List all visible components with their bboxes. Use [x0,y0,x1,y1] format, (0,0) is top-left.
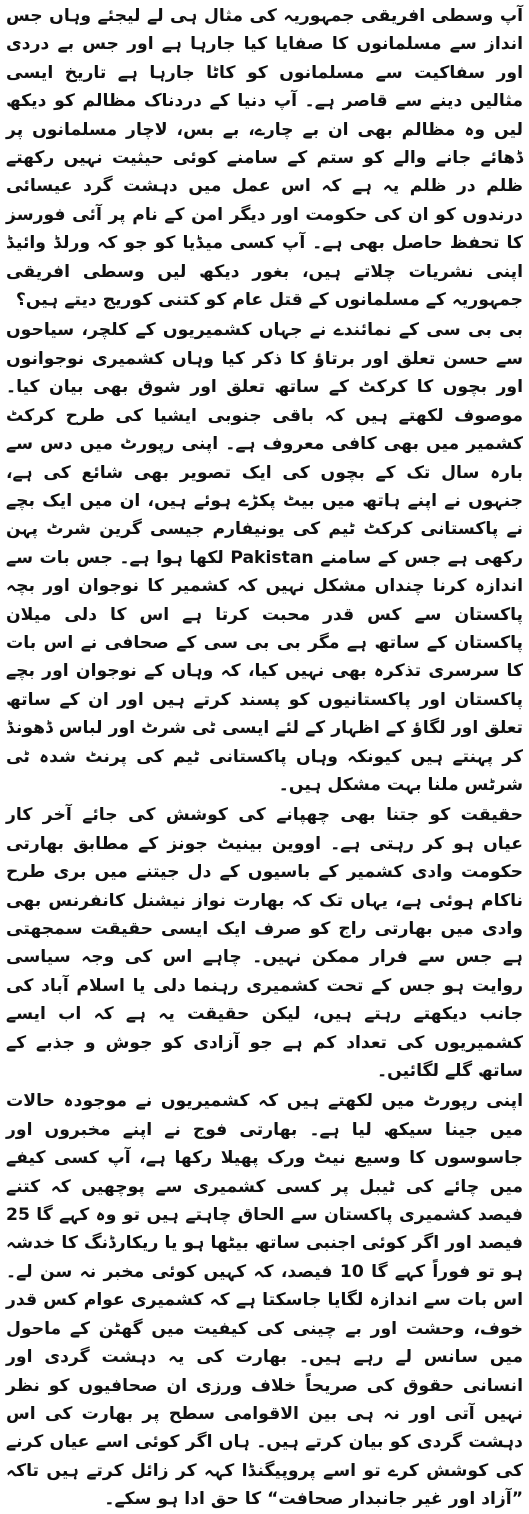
article-paragraph: حقیقت کو جتنا بھی چھپانے کی کوشش کی جائے آخر کار عیاں ہو کر رہتی ہے۔ اووین بینیٹ جونز کے مطابق بھارتی حکومت وادی کشمیر کے باسیوں کے دل جیتنے میں بری طرح ناکام ہوئی ہے، یہاں تک کہ بھارت نواز نیشنل کانفرنس بھی وادی میں بھارتی راج کو صرف ایک ایسی حقیقت سمجھتی ہے جس سے فرار ممکن نہیں۔ چاہے اس کی وجہ سیاسی روایت ہو جس کے تحت کشمیری رہنما دلی یا اسلام آباد کی جانب دیکھتے رہتے ہیں، لیکن حقیقت یہ ہے کہ اب ایسے کشمیریوں کی تعداد کم ہے جو آزادی کو جوش و جذبے کے ساتھ گلے لگائیں۔ [6,805,523,1082]
article-paragraph: اپنی رپورٹ میں لکھتے ہیں کہ کشمیریوں نے موجودہ حالات میں جینا سیکھ لیا ہے۔ بھارتی فوج نے اپنے مخبروں اور جاسوسوں کا وسیع نیٹ ورک پھیلا رکھا ہے، آپ کسی کیفے میں چائے کی ٹیبل پر کسی کشمیری سے پوچھیں کہ کتنے فیصد کشمیری پاکستان سے الحاق چاہتے ہیں تو وہ کہے گا 25 فیصد اور اگر کوئی اجنبی ساتھ بیٹھا ہو یا ریکارڈنگ کا خدشہ ہو تو فوراً کہے گا 10 فیصد، کہ کہیں کوئی مخبر نہ سن لے۔ اس بات سے اندازہ لگایا جاسکتا ہے کہ کشمیری عوام کس قدر خوف، وحشت اور بے چینی کی کیفیت میں گھٹن کے ماحول میں سانس لے رہے ہیں۔ بھارت کی یہ دہشت گردی اور انسانی حقوق کی صریحاً خلاف ورزی ان صحافیوں کو نظر نہیں آتی اور نہ ہی بین الاقوامی سطح پر بھارت کی اس دہشت گردی کو بیان کرتے ہیں۔ ہاں اگر کوئی اسے عیاں کرنے کی کوشش کرے تو اسے پروپیگنڈا کہہ کر زائل کرتے ہیں تاکہ ”آزاد اور غیر جانبدار صحافت“ کا حق ادا ہو سکے۔ [6,1091,523,1510]
article-paragraph: آپ وسطی افریقی جمہوریہ کی مثال ہی لے لیجئے وہاں جس انداز سے مسلمانوں کا صفایا کیا جارہا ہے اور جس بے دردی اور سفاکیت سے مسلمانوں کو کاٹا جارہا ہے تاریخ ایسی مثالیں دینے سے قاصر ہے۔ آپ دنیا کے دردناک مظالم کو دیکھ لیں وہ مظالم بھی ان بے چارے، بے بس، لاچار مسلمانوں پر ڈھائے جانے والے کو ستم کے سامنے کوئی حیثیت نہیں رکھتے ظلم در ظلم یہ ہے کہ اس عمل میں دہشت گرد عیسائی درندوں کو ان کی حکومت اور دیگر امن کے نام پر آئی فورسز کا تحفظ حاصل بھی ہے۔ آپ کسی میڈیا کو جو کہ ورلڈ وائیڈ اپنی نشریات چلاتے ہیں، بغور دیکھ لیں وسطی افریقی جمہوریہ کے مسلمانوں کے قتل عام کو کتنی کوریج دیتے ہیں؟ [6,6,523,311]
article-paragraph: بی بی سی کے نمائندے نے جہاں کشمیریوں کے کلچر، سیاحوں سے حسن تعلق اور برتاؤ کا ذکر کیا وہاں کشمیری نوجوانوں اور بچوں کا کرکٹ کے ساتھ تعلق اور شوق بھی بیان کیا۔ موصوف لکھتے ہیں کہ باقی جنوبی ایشیا کی طرح کرکٹ کشمیر میں بھی کافی معروف ہے۔ اپنی رپورٹ میں دس سے بارہ سال تک کے بچوں کی ایک تصویر بھی شائع کی ہے، جنہوں نے اپنے ہاتھ میں بیٹ پکڑے ہوئے ہیں، ان میں ایک بچے نے پاکستانی کرکٹ ٹیم کی یونیفارم جیسی گرین شرٹ پہن رکھی ہے جس کے سامنے Pakistan لکھا ہوا ہے۔ جس بات سے اندازہ کرنا چنداں مشکل نہیں کہ کشمیر کا نوجوان اور بچہ پاکستان سے کس قدر محبت کرتا ہے اس کا دلی میلان پاکستان کے ساتھ ہے مگر بی بی سی کے صحافی نے اس بات کا سرسری تذکرہ بھی نہیں کیا، کہ وہاں کے نوجوان اور بچے پاکستان اور پاکستانیوں کو پسند کرتے ہیں اور ان کے ساتھ تعلق اور لگاؤ کے اظہار کے لئے ایسی ٹی شرٹ اور لباس ڈھونڈ کر پہنتے ہیں کیونکہ وہاں پاکستانی ٹیم کی پرنٹ شدہ ٹی شرٹس ملنا بہت مشکل ہیں۔ [6,320,523,795]
